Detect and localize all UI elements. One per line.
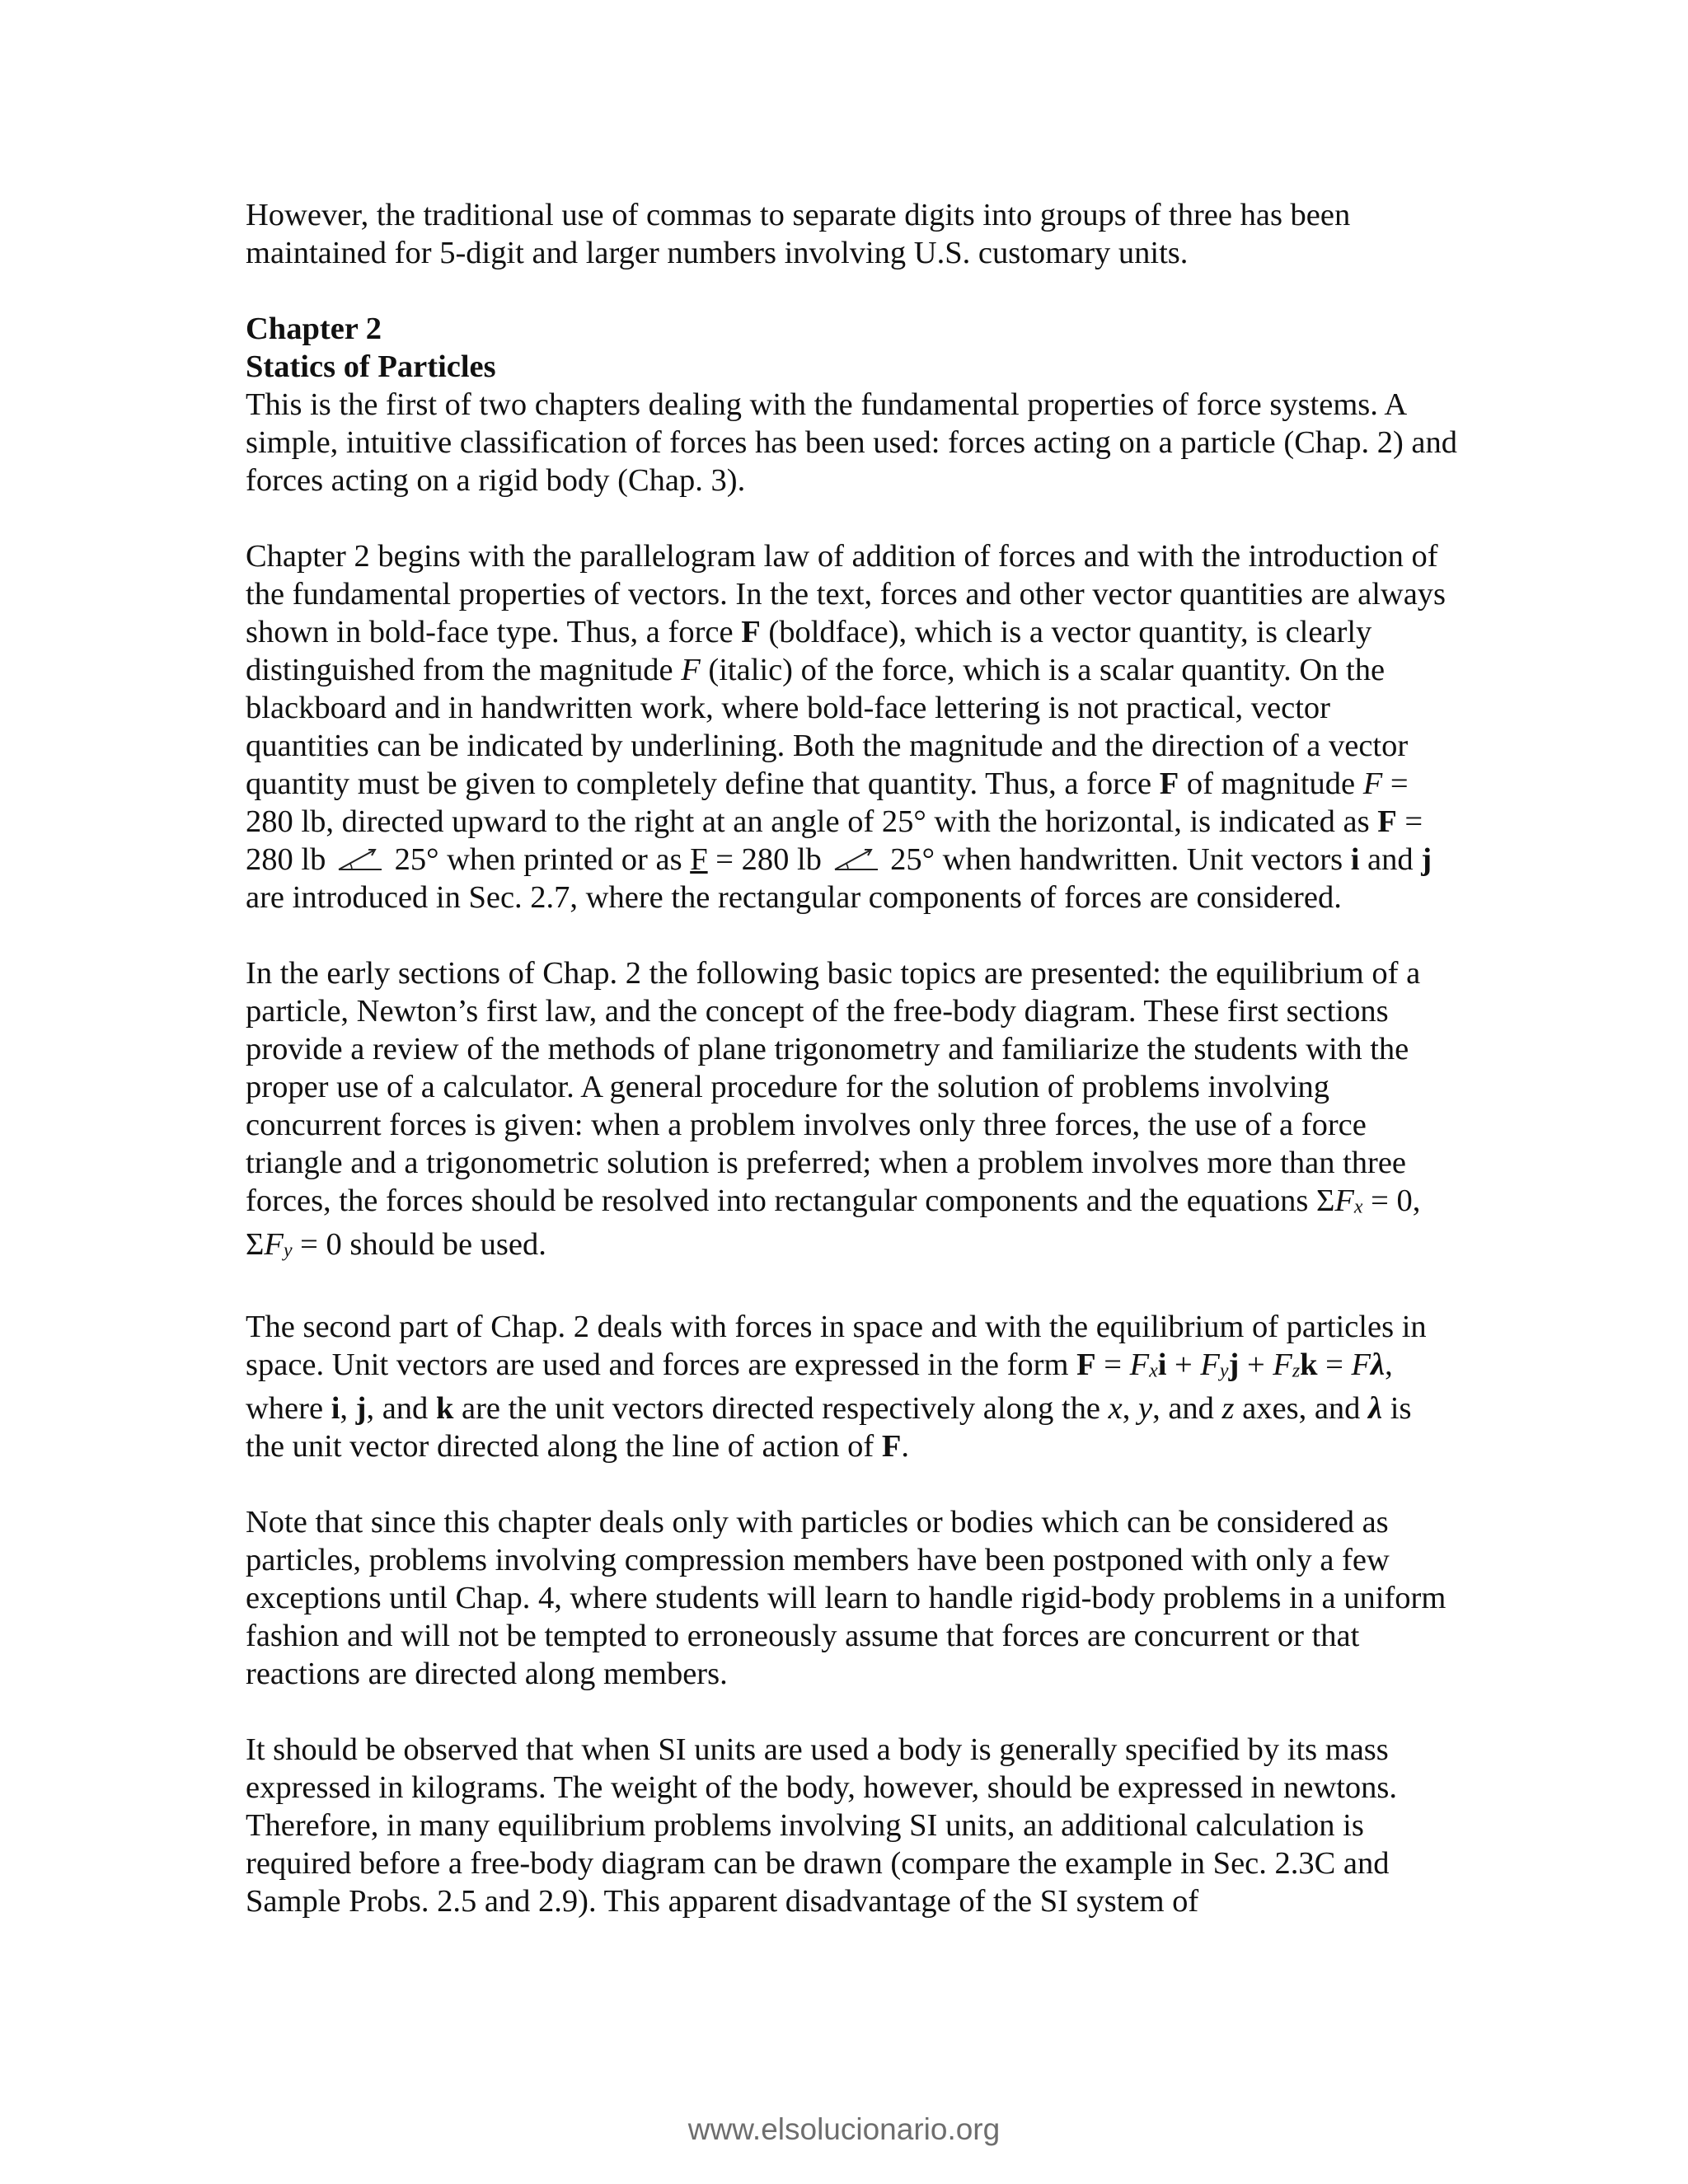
chapter-title: Statics of Particles (246, 349, 496, 384)
angle-25-degree-icon (337, 845, 383, 873)
footer-watermark-url: www.elsolucionario.org (687, 2112, 1001, 2146)
paragraph-3: In the early sections of Chap. 2 the following basic topics are presented: the equilibrium of a particle, Newton’s first law, and the concept of the free-body diagram. These first sections provide a review of the methods of plane trigonometry and familiarize the students with the proper use of a calculator. A general procedure for the solution of problems involving concurrent forces is given: when a problem involves only three forces, the use of a force triangle and a trigonometric solution is preferred; when a problem involves more than three forces, the forces should be resolved into rectangular components and the equations ΣFx = 0, ΣFy = 0 should be used. (246, 956, 1421, 1263)
angle-25-degree-icon (833, 845, 879, 873)
paragraph-6: It should be observed that when SI units are used a body is generally specified by its mass expressed in kilograms. The weight of the body, however, should be expressed in newtons. Therefore, in many equilibrium problems involving SI units, an additional calculation is required before a free-body diagram can be drawn (compare the example in Sec. 2.3C and Sample Probs. 2.5 and 2.9). This apparent disadvantage of the SI system of (246, 1732, 1397, 1919)
paragraph-2: Chapter 2 begins with the parallelogram law of addition of forces and with the introduction of the fundamental properties of vectors. In the text, forces and other vector quantities are always shown in bold-face type. Thus, a force F (boldface), which is a vector quantity, is clearly distinguished from the magnitude F (italic) of the force, which is a scalar quantity. On the blackboard and in handwritten work, where bold-face lettering is not practical, vector quantities can be indicated by underlining. Both the magnitude and the direction of a vector quantity must be given to completely define that quantity. Thus, a force F of magnitude F = 280 lb, directed upward to the right at an angle of 25° with the horizontal, is indicated as F = 280 lb 25° when printed or as F = 280 lb 25° when handwritten. Unit vectors i and j are introduced in Sec. 2.7, where the rectangular components of forces are considered. (246, 539, 1447, 915)
intro-paragraph: However, the traditional use of commas to separate digits into groups of three has been maintained for 5-digit and larger numbers involving U.S. customary units. (246, 198, 1351, 270)
paragraph-5: Note that since this chapter deals only with particles or bodies which can be considered as particles, problems involving compression members have been postponed with only a few exceptions until Chap. 4, where students will learn to handle rigid-body problems in a uniform fashion and will not be tempted to erroneously assume that forces are concurrent or that reactions are directed along members. (246, 1505, 1447, 1692)
document-body (246, 196, 1457, 1958)
chapter-number: Chapter 2 (246, 312, 382, 346)
paragraph-1: This is the first of two chapters dealing with the fundamental properties of force systems. A simple, intuitive classification of forces has been used: forces acting on a particle (Chap. 2) and forces acting on a rigid body (Chap. 3). (246, 387, 1457, 498)
paragraph-4: The second part of Chap. 2 deals with forces in space and with the equilibrium of particles in space. Unit vectors are used and forces are expressed in the form F = Fxi + Fyj + Fzk = Fλ, where i, j, and k are the unit vectors directed respectively along the x, y, and z axes, and λ is the unit vector directed along the line of action of F. (246, 1309, 1427, 1465)
